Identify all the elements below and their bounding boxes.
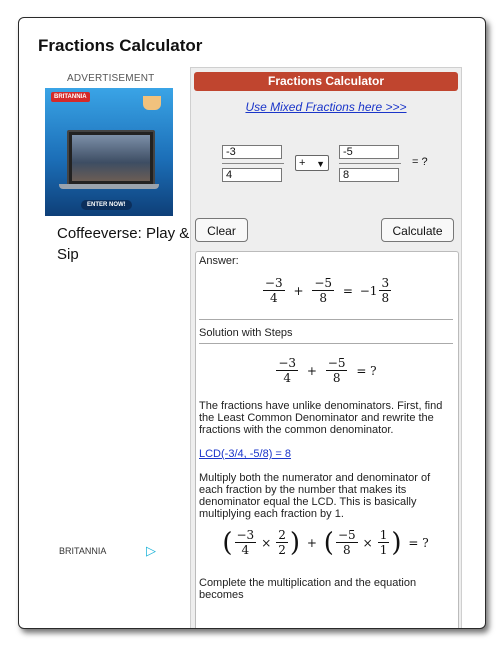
steps-label: Solution with Steps xyxy=(199,327,293,339)
operator-select[interactable] xyxy=(295,155,329,171)
answer-label: Answer: xyxy=(199,255,239,267)
mixed-fractions-link[interactable]: Use Mixed Fractions here >>> xyxy=(245,100,407,114)
laptop-graphic xyxy=(67,130,155,186)
equals-question: = ? xyxy=(412,156,428,168)
ad-image[interactable] xyxy=(45,88,173,216)
fraction1-numerator-input[interactable]: -3 xyxy=(222,145,282,159)
adchoices-play-icon[interactable]: ▷ xyxy=(146,543,156,558)
ad-headline[interactable]: Coffeeverse: Play & Sip xyxy=(57,225,190,263)
ad-brand[interactable]: BRITANNIA xyxy=(59,546,107,556)
explanation-paragraph-3: Complete the multiplication and the equation becomes xyxy=(199,577,417,601)
step2-equation: ( $\frac{-3}{4}$ × $\frac{2}{2}$ ) + ( $\frac{-5}{8}$ × $\frac{1}{1}$ ) = ? xyxy=(222,527,429,558)
lcd-link[interactable]: LCD(-3/4, -5/8) = 8 xyxy=(199,448,292,460)
coffee-cup-graphic xyxy=(143,96,161,110)
divider xyxy=(199,319,453,320)
clear-button[interactable]: Clear xyxy=(195,218,248,242)
ad-logo: BRITANNIA xyxy=(51,92,90,102)
calculator-header: Fractions Calculator xyxy=(194,72,458,91)
explanation-paragraph-2: Multiply both the numerator and denominator of each fraction by the number that makes its denominator equal the LCD. This is basically multiplying each fraction by 1. xyxy=(199,472,431,520)
results-panel xyxy=(195,251,459,629)
main-frame xyxy=(18,17,486,629)
ad-label: ADVERTISEMENT xyxy=(67,73,155,84)
explanation-paragraph-1: The fractions have unlike denominators. First, find the Least Common Denominator and rewrite the fractions with the common denominator. xyxy=(199,400,443,436)
operator-value: + xyxy=(299,157,306,169)
fraction2-bar xyxy=(339,163,401,164)
fraction1-bar xyxy=(222,163,284,164)
answer-equation: $\frac{-3}{4}$ + $\frac{-5}{8}$ = −1 $\frac{3}{8}$ xyxy=(264,276,390,305)
chevron-down-icon: ▼ xyxy=(316,159,325,169)
divider xyxy=(199,343,453,344)
calculate-button[interactable]: Calculate xyxy=(381,218,454,242)
calculator-panel xyxy=(190,67,462,629)
fraction2-numerator-input[interactable]: -5 xyxy=(339,145,399,159)
laptop-base-graphic xyxy=(59,184,159,189)
page-title: Fractions Calculator xyxy=(38,36,203,55)
fraction1-denominator-input[interactable]: 4 xyxy=(222,168,282,182)
step1-equation: $\frac{-3}{4}$ + $\frac{-5}{8}$ = ? xyxy=(278,356,377,385)
fraction2-denominator-input[interactable]: 8 xyxy=(339,168,399,182)
ad-enter-button[interactable]: ENTER NOW! xyxy=(81,200,132,210)
